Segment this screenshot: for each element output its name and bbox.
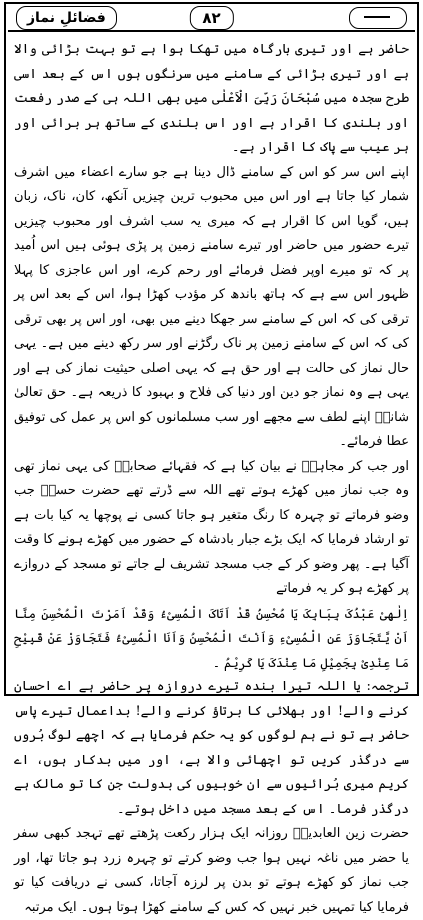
ornament-icon (349, 7, 407, 29)
book-title: فضائلِ نماز (16, 6, 117, 30)
arabic-dua: اِلٰھِیْ عَبْدُکَ بِبَابِکَ یَا مُحْسِنُ قَدْ اَتَاکَ الْمُسِیْءُ وَقَدْ اَمَرْتَ الْمُحْسِنَ مِنَّا اَنْ یَّتَجَاوَزَ عَنِ الْمُسِیْءِ وَاَنْتَ الْمُحْسِنُ وَاَنَا الْمُسِیْءُ فَتَجَاوَزْ عَنْ قَبِیْحِ مَا عِنْدِیْ بِجَمِیْلِ مَا عِنْدَکَ یَا کَرِیْمُ ۔ (14, 605, 409, 670)
book-page (4, 2, 419, 915)
page-number: ۸۲ (189, 6, 233, 30)
paragraph-1: حاضر ہے اور تیری بارگاہ میں تھکا ہوا ہے تو بہت بڑائی والا ہے اور تیری بڑائی کے سامنے میں سرنگوں ہوں اس کے بعد اسی طرح سجدہ میں سُبْحَانَ رَبِّیَ الْاَعْلٰی میں بھی اللہ ہی کے صدر رفعت اور بلندی کا اقرار ہے اور اس بلندی کے ساتھ ہر برائی اور ہر عیب سے پاک کا اقرار ہے۔ (14, 42, 409, 155)
translation-paragraph: ترجمہ: یا اللہ تیرا بندہ تیرے دروازہ پر حاضر ہے اے احسان کرنے والے! اور بھلائی کا برتاؤ کرنے والے! بداعمال تیرے پاس حاضر ہے تو نے ہم لوگوں کو یہ حکم فرمایا ہے کہ اچھے لوگ بُروں سے درگذر کریں تو اچھائی والا ہے، اور میں بدکار ہوں، اے کریم میری بُرائیوں سے ان خوبیوں کی بدولت جن کا تو مالک ہے درگذر فرما۔ اس کے بعد مسجد میں داخل ہوتے۔ (14, 679, 409, 817)
page-header (8, 6, 415, 32)
paragraph-3: اور جب کر مجاہدؒ نے بیان کیا ہے کہ فقہائے صحابہؓ کی یہی نماز تھی وہ جب نماز میں کھڑے ہوتے تھے اللہ سے ڈرتے تھے حضرت حسنؓ جب وضو فرماتے تو چہرہ کا رنگ متغیر ہو جاتا کسی نے پوچھا یہ کیا بات ہے تو ارشاد فرمایا کہ ایک بڑے جبار بادشاہ کے حضور میں کھڑے ہونے کا وقت آگیا ہے۔ پھر وضو کر کے جب مسجد تشریف لے جاتے تو مسجد کے دروازے پر کھڑے ہو کر یہ فرماتے (14, 458, 409, 596)
page-body (14, 38, 409, 915)
paragraph-2: اپنے اس سر کو اس کے سامنے ڈال دینا ہے جو سارے اعضاء میں اشرف شمار کیا جاتا ہے اور اس میں محبوب ترین چیزیں آنکھ، کان، ناک، زبان ہیں، گویا اس کا اقرار ہے کہ میری یہ سب اشرف اور محبوب چیزیں تیرے حضور میں حاضر اور تیرے سامنے زمین پر پڑی ہوئی ہیں اس اُمید پر کہ تو میرے اوپر فضل فرمائے اور رحم کرے، اور اس عاجزی کا پہلا ظہور اس سے ہے کہ ہاتھ باندھ کر مؤدب کھڑا ہوا، اس کے بعد اس پر ترقی کی کہ اس کے سامنے سر جھکا دینے میں بھی، اور اس پر بھی ترقی کی کہ اس کے سامنے زمین پر ناک رگڑنے اور سر رکھ دینے میں ہے۔ یہی حال نماز کی حالت ہے اور حق ہے کہ یہی اصلی حیثیت نماز کی ہے اور یہی ہے وہ نماز جو دین اور دنیا کی فلاح و بہبود کا ذریعہ ہے۔ حق تعالیٰ شانہٗ اپنے لطف سے مجھے اور سب مسلمانوں کو اس پر عمل کی توفیق عطا فرمائے۔ (14, 164, 409, 449)
paragraph-6: حضرت زین العابدینؒ روزانہ ایک ہزار رکعت پڑھتے تھے تہجد کبھی سفر یا حضر میں ناغہ نہیں ہوا جب وضو کرتے تو چہرہ زرد ہو جاتا تھا، اور جب نماز کو کھڑے ہوتے تو بدن پر لرزہ آجاتا، کسی نے دریافت کیا تو فرمایا کیا تمہیں خبر نہیں کہ کس کے سامنے کھڑا ہوتا ہوں۔ ایک مرتبہ (14, 826, 409, 915)
